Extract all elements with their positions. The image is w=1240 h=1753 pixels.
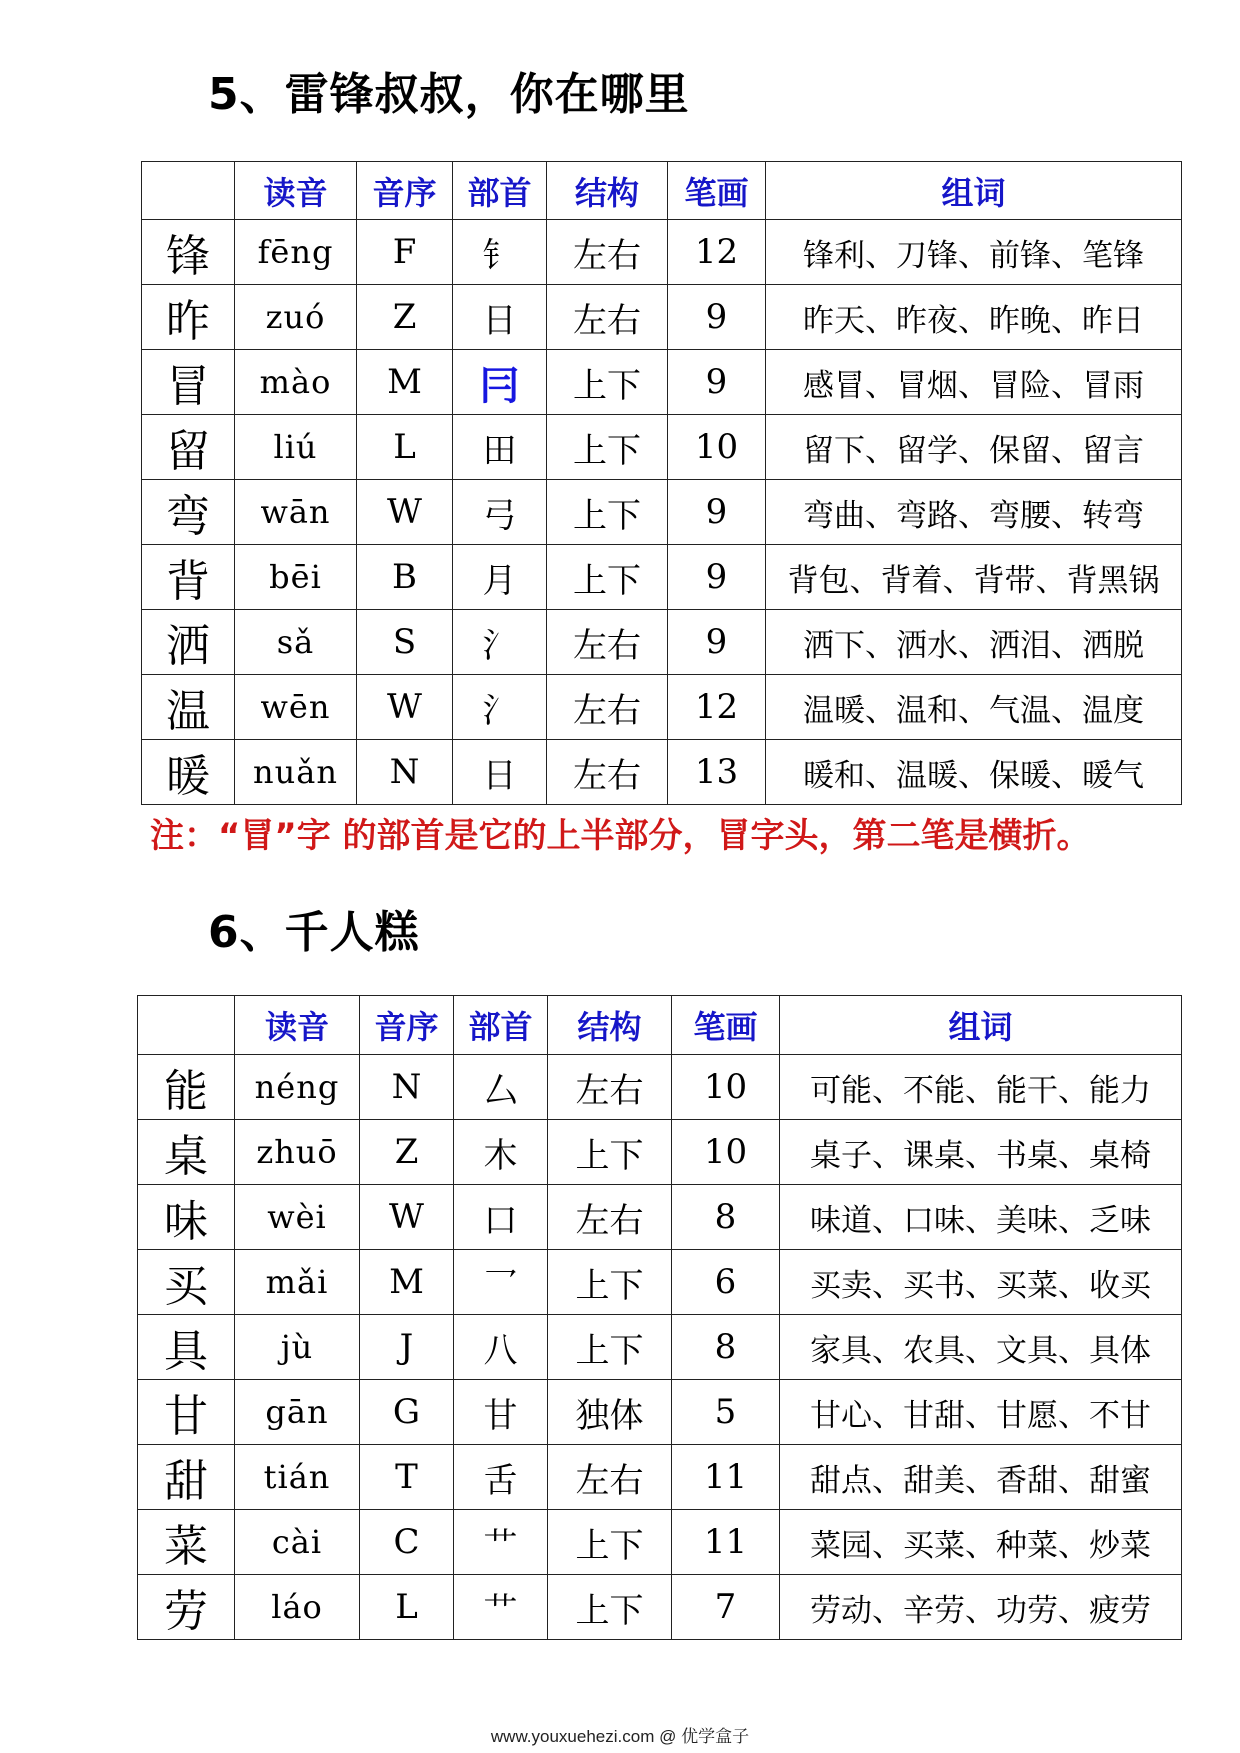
char-cell: 买: [138, 1250, 235, 1315]
lesson6-title: 6、千人糕: [208, 907, 420, 958]
table-row: [142, 415, 1182, 480]
letter-cell: Z: [357, 285, 453, 350]
letter-cell: G: [360, 1380, 454, 1445]
structure-cell: 左右: [548, 1185, 672, 1250]
pinyin-cell: sǎ: [235, 610, 357, 675]
pinyin-cell: wān: [235, 480, 357, 545]
char-cell: 甘: [138, 1380, 235, 1445]
radical-cell: 艹: [454, 1575, 548, 1640]
header-words: 组词: [766, 162, 1182, 220]
table-row: [138, 1185, 1182, 1250]
char-cell: 锋: [142, 220, 235, 285]
words-cell: 劳动、辛劳、功劳、疲劳: [780, 1575, 1182, 1640]
header-radical: 部首: [453, 162, 547, 220]
table-row: [142, 220, 1182, 285]
char-cell: 菜: [138, 1510, 235, 1575]
char-cell: 冒: [142, 350, 235, 415]
pinyin-cell: láo: [235, 1575, 360, 1640]
radical-cell: 木: [454, 1120, 548, 1185]
strokes-cell: 13: [668, 740, 766, 805]
table-row: [138, 1445, 1182, 1510]
footer-watermark: www.youxuehezi.com @ 优学盒子: [490, 1727, 750, 1746]
words-cell: 甘心、甘甜、甘愿、不甘: [780, 1380, 1182, 1445]
lesson5-table: [141, 161, 1182, 805]
strokes-cell: 11: [672, 1510, 780, 1575]
letter-cell: M: [360, 1250, 454, 1315]
words-cell: 锋利、刀锋、前锋、笔锋: [766, 220, 1182, 285]
header-pinyin: 读音: [235, 162, 357, 220]
words-cell: 背包、背着、背带、背黑锅: [766, 545, 1182, 610]
radical-cell: 钅: [453, 220, 547, 285]
words-cell: 洒下、洒水、洒泪、洒脱: [766, 610, 1182, 675]
table-row: [142, 610, 1182, 675]
structure-cell: 上下: [548, 1575, 672, 1640]
pinyin-cell: bēi: [235, 545, 357, 610]
letter-cell: B: [357, 545, 453, 610]
table-row: [142, 740, 1182, 805]
words-cell: 菜园、买菜、种菜、炒菜: [780, 1510, 1182, 1575]
header-structure: 结构: [548, 996, 672, 1055]
strokes-cell: 10: [668, 415, 766, 480]
table-row: [138, 1380, 1182, 1445]
letter-cell: L: [360, 1575, 454, 1640]
letter-cell: W: [357, 480, 453, 545]
structure-cell: 上下: [547, 350, 668, 415]
table-row: [142, 545, 1182, 610]
strokes-cell: 12: [668, 220, 766, 285]
words-cell: 留下、留学、保留、留言: [766, 415, 1182, 480]
char-cell: 温: [142, 675, 235, 740]
pinyin-cell: fēng: [235, 220, 357, 285]
strokes-cell: 8: [672, 1185, 780, 1250]
structure-cell: 上下: [547, 545, 668, 610]
table-row: [138, 1055, 1182, 1120]
header-blank: [138, 996, 235, 1055]
radical-cell: 厶: [454, 1055, 548, 1120]
header-letter: 音序: [360, 996, 454, 1055]
structure-cell: 上下: [548, 1315, 672, 1380]
char-cell: 弯: [142, 480, 235, 545]
radical-cell: 日: [453, 285, 547, 350]
letter-cell: Z: [360, 1120, 454, 1185]
pinyin-cell: nuǎn: [235, 740, 357, 805]
pinyin-cell: wēn: [235, 675, 357, 740]
lesson6-table: [137, 995, 1182, 1640]
structure-cell: 上下: [548, 1250, 672, 1315]
letter-cell: C: [360, 1510, 454, 1575]
pinyin-cell: néng: [235, 1055, 360, 1120]
table-row: [142, 285, 1182, 350]
header-structure: 结构: [547, 162, 668, 220]
structure-cell: 左右: [547, 740, 668, 805]
radical-cell: 乛: [454, 1250, 548, 1315]
char-cell: 洒: [142, 610, 235, 675]
words-cell: 可能、不能、能干、能力: [780, 1055, 1182, 1120]
structure-cell: 左右: [547, 285, 668, 350]
pinyin-cell: jù: [235, 1315, 360, 1380]
radical-cell-highlighted: 冃: [453, 350, 547, 415]
radical-cell: 八: [454, 1315, 548, 1380]
lesson5-title: 5、雷锋叔叔，你在哪里: [208, 69, 690, 120]
letter-cell: N: [360, 1055, 454, 1120]
radical-cell: 日: [453, 740, 547, 805]
pinyin-cell: mào: [235, 350, 357, 415]
radical-cell: 弓: [453, 480, 547, 545]
pinyin-cell: gān: [235, 1380, 360, 1445]
structure-cell: 左右: [548, 1055, 672, 1120]
structure-cell: 上下: [547, 480, 668, 545]
words-cell: 甜点、甜美、香甜、甜蜜: [780, 1445, 1182, 1510]
letter-cell: W: [360, 1185, 454, 1250]
words-cell: 温暖、温和、气温、温度: [766, 675, 1182, 740]
table-row: [142, 480, 1182, 545]
strokes-cell: 10: [672, 1055, 780, 1120]
table-row: [138, 1575, 1182, 1640]
structure-cell: 左右: [547, 610, 668, 675]
header-pinyin: 读音: [235, 996, 360, 1055]
header-letter: 音序: [357, 162, 453, 220]
char-cell: 劳: [138, 1575, 235, 1640]
table-row: [138, 1120, 1182, 1185]
char-cell: 昨: [142, 285, 235, 350]
words-cell: 桌子、课桌、书桌、桌椅: [780, 1120, 1182, 1185]
strokes-cell: 9: [668, 285, 766, 350]
words-cell: 买卖、买书、买菜、收买: [780, 1250, 1182, 1315]
structure-cell: 独体: [548, 1380, 672, 1445]
letter-cell: M: [357, 350, 453, 415]
header-strokes: 笔画: [672, 996, 780, 1055]
table-row: [142, 675, 1182, 740]
table-row: [138, 1250, 1182, 1315]
header-words: 组词: [780, 996, 1182, 1055]
words-cell: 味道、口味、美味、乏味: [780, 1185, 1182, 1250]
radical-note: 注：“冒”字 的部首是它的上半部分，冒字头，第二笔是横折。: [150, 816, 1091, 856]
strokes-cell: 5: [672, 1380, 780, 1445]
strokes-cell: 11: [672, 1445, 780, 1510]
radical-cell: 口: [454, 1185, 548, 1250]
char-cell: 能: [138, 1055, 235, 1120]
letter-cell: W: [357, 675, 453, 740]
structure-cell: 左右: [547, 220, 668, 285]
words-cell: 弯曲、弯路、弯腰、转弯: [766, 480, 1182, 545]
table-header-row: [138, 996, 1182, 1055]
radical-cell: 氵: [453, 610, 547, 675]
letter-cell: F: [357, 220, 453, 285]
strokes-cell: 9: [668, 350, 766, 415]
pinyin-cell: liú: [235, 415, 357, 480]
char-cell: 背: [142, 545, 235, 610]
letter-cell: J: [360, 1315, 454, 1380]
char-cell: 暖: [142, 740, 235, 805]
pinyin-cell: cài: [235, 1510, 360, 1575]
strokes-cell: 10: [672, 1120, 780, 1185]
table-header-row: [142, 162, 1182, 220]
char-cell: 具: [138, 1315, 235, 1380]
table-row: [138, 1510, 1182, 1575]
radical-cell: 月: [453, 545, 547, 610]
pinyin-cell: mǎi: [235, 1250, 360, 1315]
pinyin-cell: wèi: [235, 1185, 360, 1250]
letter-cell: S: [357, 610, 453, 675]
letter-cell: N: [357, 740, 453, 805]
structure-cell: 上下: [547, 415, 668, 480]
radical-cell: 田: [453, 415, 547, 480]
table-row: [138, 1315, 1182, 1380]
pinyin-cell: zuó: [235, 285, 357, 350]
radical-cell: 甘: [454, 1380, 548, 1445]
header-strokes: 笔画: [668, 162, 766, 220]
words-cell: 昨天、昨夜、昨晚、昨日: [766, 285, 1182, 350]
table-row: [142, 350, 1182, 415]
radical-cell: 氵: [453, 675, 547, 740]
header-radical: 部首: [454, 996, 548, 1055]
radical-cell: 艹: [454, 1510, 548, 1575]
char-cell: 甜: [138, 1445, 235, 1510]
structure-cell: 左右: [547, 675, 668, 740]
strokes-cell: 6: [672, 1250, 780, 1315]
strokes-cell: 9: [668, 480, 766, 545]
radical-cell: 舌: [454, 1445, 548, 1510]
structure-cell: 左右: [548, 1445, 672, 1510]
strokes-cell: 12: [668, 675, 766, 740]
pinyin-cell: zhuō: [235, 1120, 360, 1185]
structure-cell: 上下: [548, 1120, 672, 1185]
char-cell: 桌: [138, 1120, 235, 1185]
char-cell: 留: [142, 415, 235, 480]
strokes-cell: 8: [672, 1315, 780, 1380]
header-blank: [142, 162, 235, 220]
strokes-cell: 7: [672, 1575, 780, 1640]
pinyin-cell: tián: [235, 1445, 360, 1510]
words-cell: 感冒、冒烟、冒险、冒雨: [766, 350, 1182, 415]
words-cell: 家具、农具、文具、具体: [780, 1315, 1182, 1380]
char-cell: 味: [138, 1185, 235, 1250]
strokes-cell: 9: [668, 545, 766, 610]
letter-cell: T: [360, 1445, 454, 1510]
strokes-cell: 9: [668, 610, 766, 675]
structure-cell: 上下: [548, 1510, 672, 1575]
words-cell: 暖和、温暖、保暖、暖气: [766, 740, 1182, 805]
letter-cell: L: [357, 415, 453, 480]
